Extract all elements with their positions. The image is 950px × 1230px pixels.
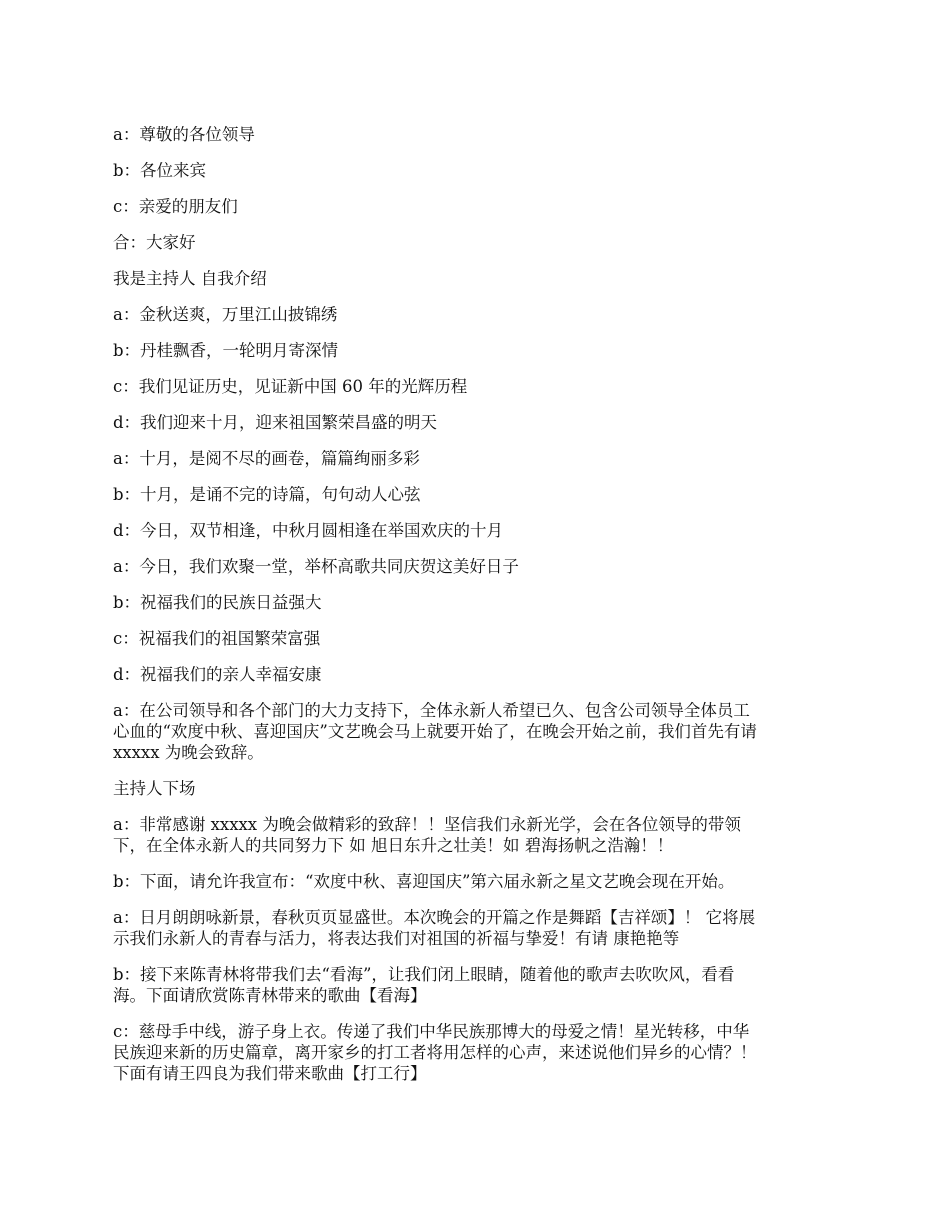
line-family-d: d：祝福我们的亲人幸福安康 — [113, 665, 322, 684]
paragraph-line: 心血的“欢度中秋、喜迎国庆”文艺晚会马上就要开始了，在晚会开始之前，我们首先有请 — [113, 722, 757, 741]
line-host-intro: 我是主持人 自我介绍 — [113, 269, 267, 288]
paragraph-line: a：非常感谢 xxxxx 为晚会做精彩的致辞！！坚信我们永新光学，会在各位领导的带领 — [113, 815, 741, 834]
paragraph-line: 下，在全体永新人的共同努力下 如 旭日东升之壮美！如 碧海扬帆之浩瀚！！ — [113, 836, 674, 855]
paragraph-line: c：慈母手中线，游子身上衣。传递了我们中华民族那博大的母爱之情！星光转移，中华 — [113, 1022, 750, 1041]
line-announce-start: b：下面，请允许我宣布：“欢度中秋、喜迎国庆”第六届永新之星文艺晚会现在开始。 — [113, 872, 735, 891]
paragraph-thanks — [113, 814, 843, 856]
paragraph-line: xxxxx 为晚会致辞。 — [113, 743, 264, 762]
paragraph-line: 示我们永新人的青春与活力，将表达我们对祖国的祈福与挚爱！有请 康艳艳等 — [113, 929, 680, 948]
paragraph-line: 海。下面请欣赏陈青林带来的歌曲【看海】 — [113, 986, 427, 1005]
paragraph-line: b：接下来陈青林将带我们去“看海”，让我们闭上眼睛，随着他的歌声去吹吹风，看看 — [113, 965, 735, 984]
paragraph-speech-invite — [113, 700, 843, 763]
line-greeting-all: 合：大家好 — [113, 233, 196, 252]
line-scroll-a: a：十月，是阅不尽的画卷，篇篇绚丽多彩 — [113, 449, 420, 468]
paragraph-song-sea — [113, 964, 843, 1006]
line-nation-b: b：祝福我们的民族日益强大 — [113, 593, 322, 612]
paragraph-line: a：日月朗朗咏新景，春秋页页显盛世。本次晚会的开篇之作是舞蹈【吉祥颂】！ 它将展 — [113, 908, 756, 927]
paragraph-line: 下面有请王四良为我们带来歌曲【打工行】 — [113, 1064, 427, 1083]
line-greeting-a: a：尊敬的各位领导 — [113, 125, 255, 144]
line-autumn-a: a：金秋送爽，万里江山披锦绣 — [113, 305, 338, 324]
script-text — [113, 124, 843, 1099]
line-history-c: c：我们见证历史，见证新中国 60 年的光辉历程 — [113, 377, 468, 396]
paragraph-opening-dance — [113, 907, 843, 949]
line-festival-d: d：今日，双节相逢，中秋月圆相逢在举国欢庆的十月 — [113, 521, 504, 540]
line-osmanthus-b: b：丹桂飘香，一轮明月寄深情 — [113, 341, 339, 360]
line-october-d: d：我们迎来十月，迎来祖国繁荣昌盛的明天 — [113, 413, 438, 432]
line-poem-b: b：十月，是诵不完的诗篇，句句动人心弦 — [113, 485, 421, 504]
line-gather-a: a：今日，我们欢聚一堂，举杯高歌共同庆贺这美好日子 — [113, 557, 519, 576]
paragraph-song-work — [113, 1021, 843, 1084]
paragraph-line: 民族迎来新的历史篇章，离开家乡的打工者将用怎样的心声，来述说他们异乡的心情？！ — [113, 1043, 757, 1062]
line-country-c: c：祝福我们的祖国繁荣富强 — [113, 629, 321, 648]
line-greeting-c: c：亲爱的朋友们 — [113, 197, 238, 216]
line-host-exit: 主持人下场 — [113, 779, 196, 798]
paragraph-line: a：在公司领导和各个部门的大力支持下，全体永新人希望已久、包含公司领导全体员工 — [113, 701, 750, 720]
line-greeting-b: b：各位来宾 — [113, 161, 207, 180]
